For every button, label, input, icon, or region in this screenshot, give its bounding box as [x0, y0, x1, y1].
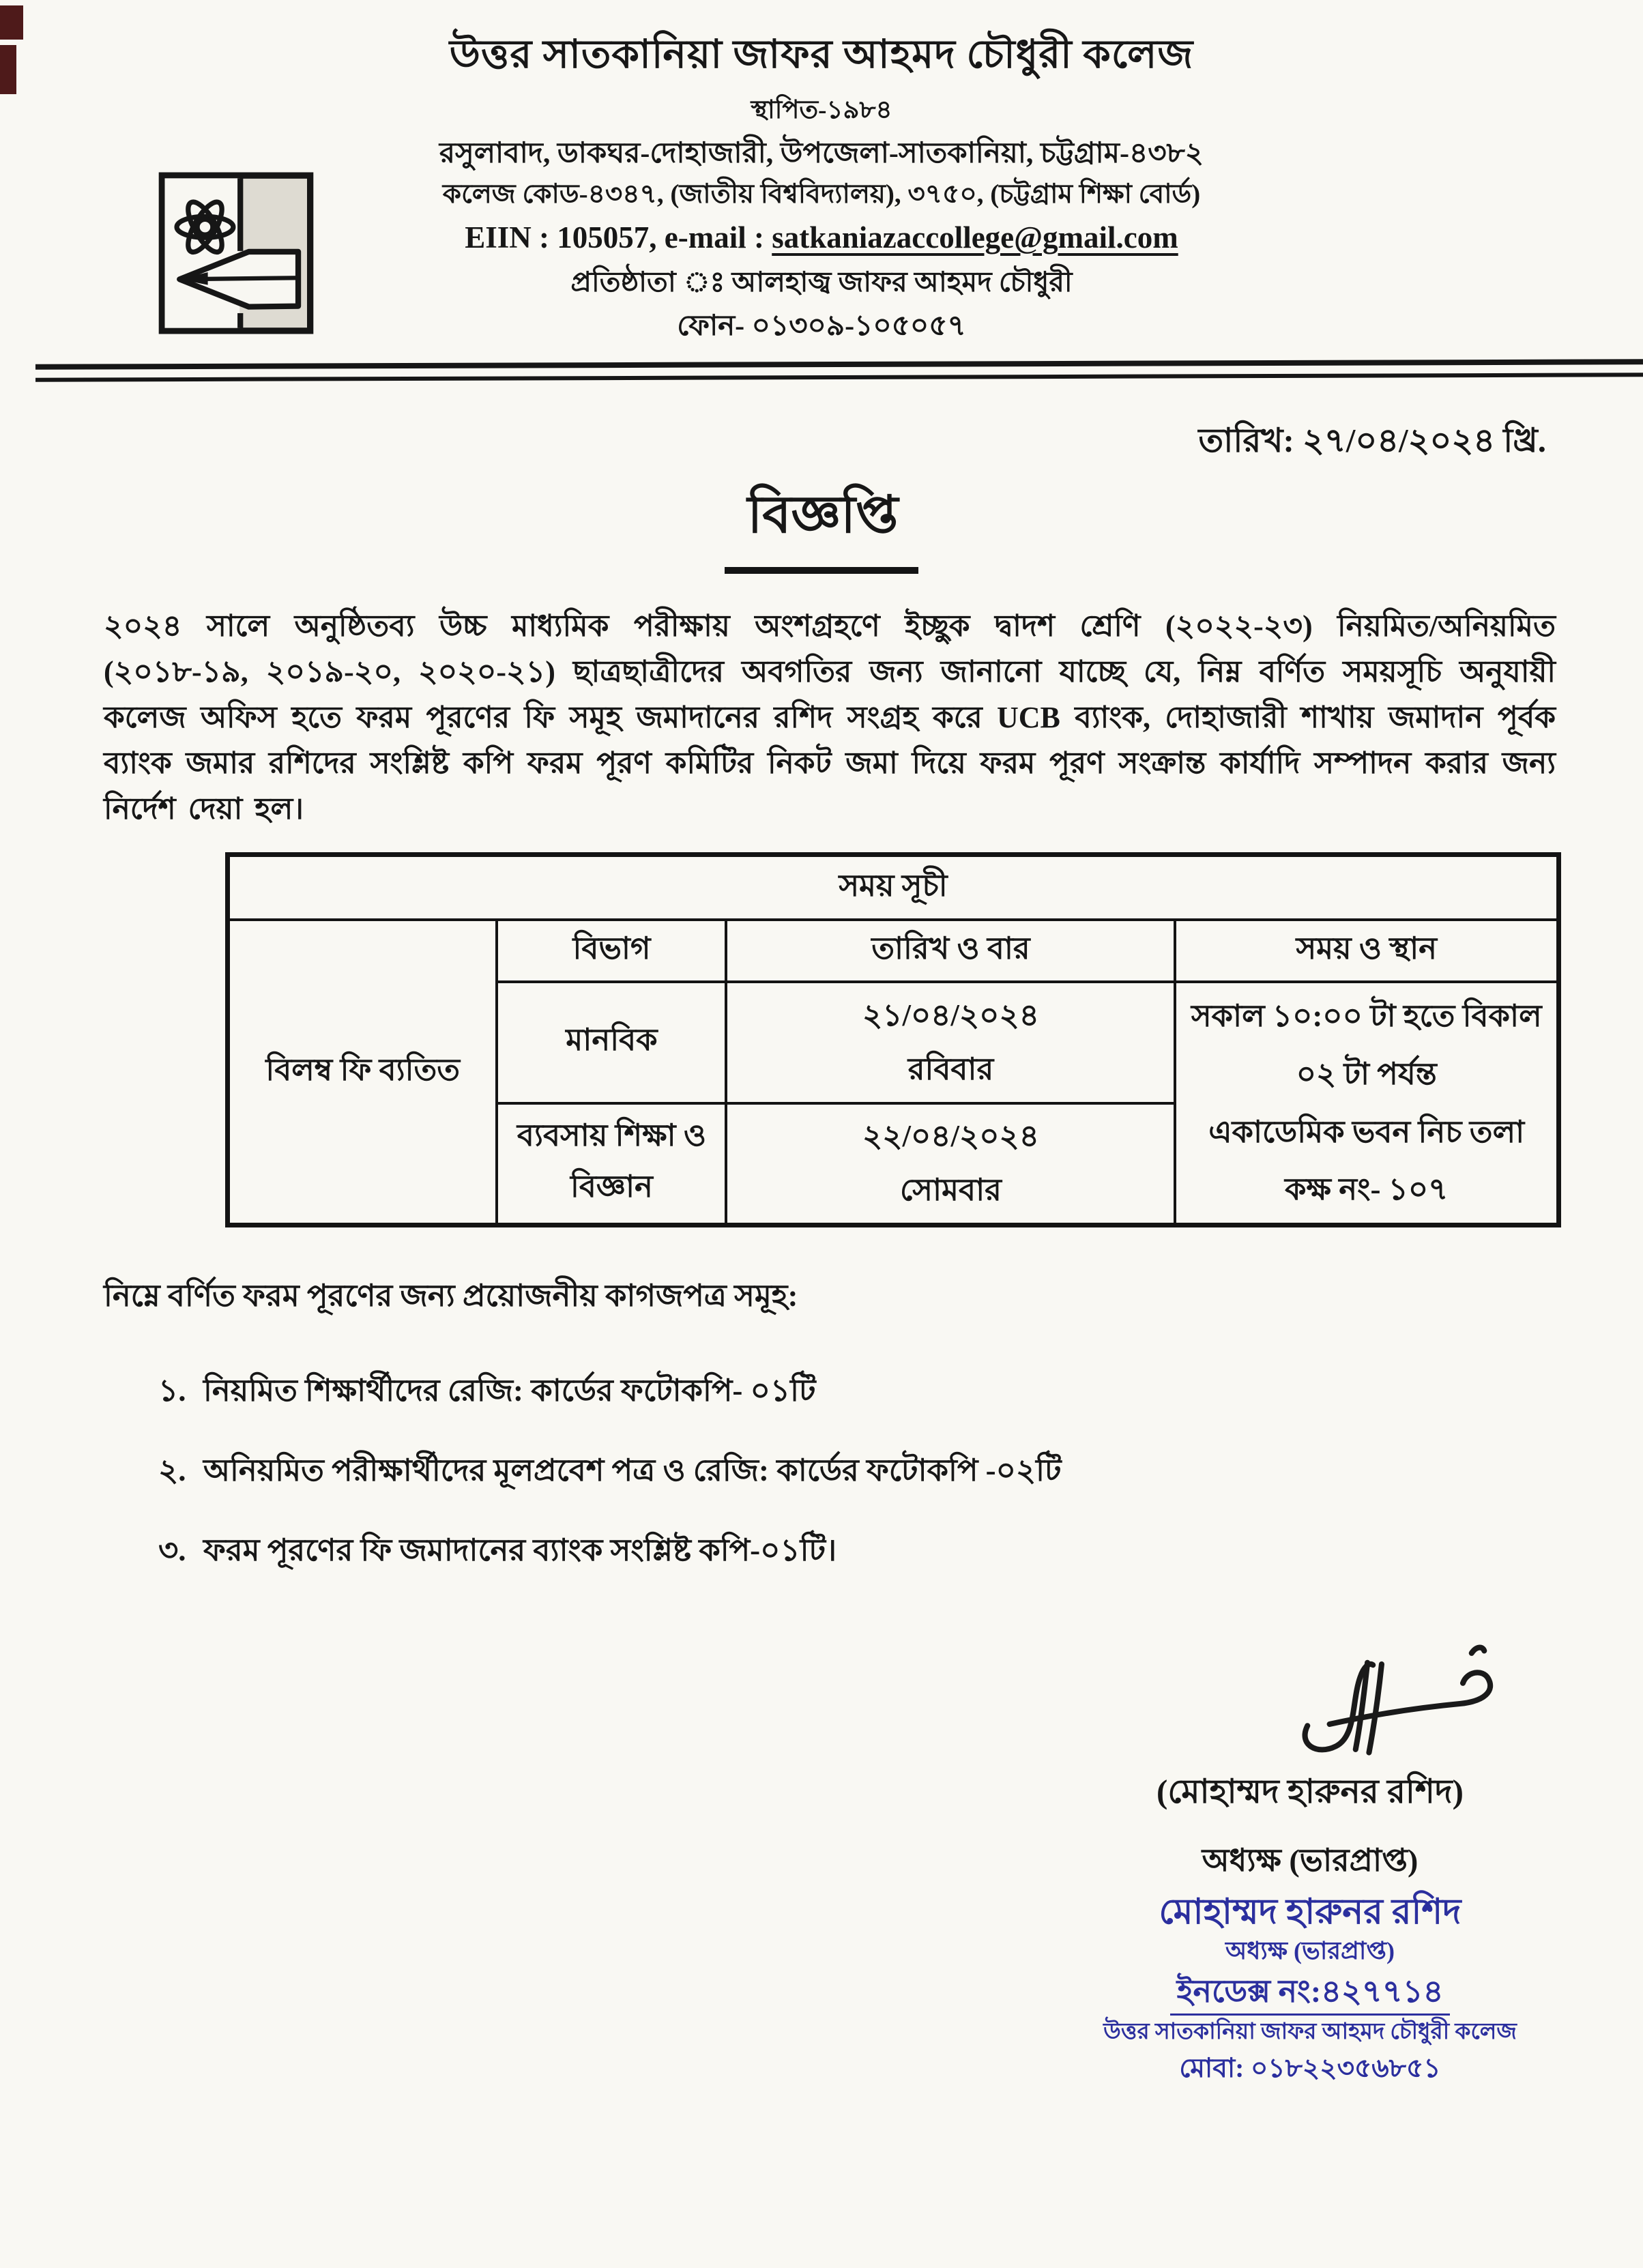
- time-place-line: ০২ টা পর্যন্ত: [1296, 1056, 1437, 1091]
- scan-edge-artifact: [0, 5, 23, 40]
- stamp-college-name: উত্তর সাতকানিয়া জাফর আহমদ চৌধুরী কলেজ: [1103, 2020, 1517, 2045]
- body-text-bold: সংশ্লিষ্ট: [370, 746, 450, 780]
- row-label-cell: বিলম্ব ফি ব্যতিত: [228, 920, 497, 1225]
- schedule-table: [225, 852, 1561, 1227]
- list-item-number: ২.: [158, 1453, 186, 1487]
- college-name: উত্তর সাতকানিয়া জাফর আহমদ চৌধুরী কলেজ: [449, 32, 1194, 76]
- date-value: ২১/০৪/২০২৪: [862, 998, 1039, 1033]
- day-value: সোমবার: [900, 1173, 1002, 1208]
- documents-intro: নিম্নে বর্ণিত ফরম পূরণের জন্য প্রয়োজনীয় কাগজপত্র সমূহ:: [104, 1278, 798, 1313]
- table-header-row: [228, 920, 1559, 982]
- date-cell: [726, 982, 1175, 1103]
- time-place-cell: [1175, 982, 1558, 1225]
- header-divider-rule: [35, 359, 1643, 381]
- body-text-2: কপি ফরম পূরণ কমিটির নিকট জমা দিয়ে ফরম পূরণ সংক্রান্ত কার্যাদি সম্পাদন করার জন্য নির্দেশ দেয়া হল।: [104, 746, 1556, 826]
- body-text-1: ২০২৪ সালে অনুষ্ঠিতব্য উচ্চ মাধ্যমিক পরীক্ষায় অংশগ্রহণে ইচ্ছুক দ্বাদশ শ্রেণি (২০২২-২৩) নিয়মিত/অনিয়মিত (২০১৮-১৯, ২০১৯-২০, ২০২০-২১) ছাত্রছাত্রীদের অবগতির জন্য জানানো যাচ্ছে যে, নিম্ন বর্ণিত সময়সূচি অনুযায়ী কলেজ অফিস হতে ফরম পূরণের ফি সমূহ জমাদানের রশিদ সংগ্রহ করে UCB ব্যাংক, দোহাজারী শাখায় জমাদান পূর্বক ব্যাংক জমার রশিদের: [104, 609, 1556, 780]
- phone-line: ফোন- ০১৩০৯-১০৫০৫৭: [677, 310, 966, 342]
- date-value: ২২/০৪/২০২৪: [862, 1119, 1039, 1154]
- notice-title: বিজ্ঞপ্তি: [725, 475, 919, 574]
- scan-edge-artifact: [0, 45, 16, 94]
- stamp-mobile-number: মোবা: ০১৮২২৩৫৬৮৫১: [1179, 2053, 1441, 2083]
- notice-date: তারিখ: ২৭/০৪/২০২৪ খ্রি.: [1198, 422, 1546, 459]
- documents-list: [158, 1367, 1643, 1578]
- division-cell: মানবিক: [497, 982, 726, 1103]
- principal-stamp: [1030, 1890, 1590, 2086]
- division-cell: ব্যবসায় শিক্ষা ও বিজ্ঞান: [497, 1103, 726, 1225]
- list-item: [158, 1447, 1643, 1498]
- date-cell: [726, 1103, 1175, 1225]
- time-place-line: সকাল ১০:০০ টা হতে বিকাল: [1191, 999, 1542, 1034]
- col-header-time-place: সময় ও স্থান: [1175, 920, 1558, 982]
- table-caption: সময় সূচী: [228, 855, 1559, 920]
- time-place-line: একাডেমিক ভবন নিচ তলা: [1208, 1114, 1525, 1149]
- list-item-text: ফরম পূরণের ফি জমাদানের ব্যাংক সংশ্লিষ্ট কপি-০১টি।: [203, 1532, 837, 1567]
- stamp-name: মোহাম্মদ হারুনর রশিদ: [1159, 1892, 1462, 1932]
- college-address: রসুলাবাদ, ডাকঘর-দোহাজারী, উপজেলা-সাতকানিয়া, চট্টগ্রাম-৪৩৮২: [439, 137, 1204, 169]
- col-header-division: বিভাগ: [497, 920, 726, 982]
- signatory-name: (মোহাম্মদ হারুনর রশিদ): [1157, 1772, 1464, 1810]
- list-item-number: ৩.: [158, 1532, 186, 1567]
- list-item-number: ১.: [158, 1373, 186, 1408]
- stamp-index-number: ইনডেক্স নং:৪২৭৭১৪: [1170, 1972, 1451, 2016]
- college-code-line: কলেজ কোড-৪৩৪৭, (জাতীয় বিশ্ববিদ্যালয়), ৩৭৫০, (চট্টগ্রাম শিক্ষা বোর্ড): [442, 179, 1201, 209]
- list-item: [158, 1527, 1643, 1578]
- list-item-text: অনিয়মিত পরীক্ষার্থীদের মূলপ্রবেশ পত্র ও রেজি: কার্ডের ফটোকপি -০২টি: [203, 1453, 1062, 1487]
- college-logo-icon: [158, 172, 314, 334]
- table-caption-row: [228, 855, 1559, 920]
- day-value: রবিবার: [907, 1051, 994, 1086]
- stamp-designation: অধ্যক্ষ (ভারপ্রাপ্ত): [1225, 1936, 1395, 1964]
- email-address: satkaniazaccollege@gmail.com: [772, 220, 1178, 255]
- time-place-line: কক্ষ নং- ১০৭: [1285, 1172, 1449, 1207]
- founder-line: প্রতিষ্ঠাতা ঃ আলহাজ্ব জাফর আহমদ চৌধুরী: [570, 266, 1073, 298]
- handwritten-signature-icon: [1255, 1644, 1549, 1770]
- eiin-number: EIIN : 105057, e-mail :: [465, 220, 772, 255]
- list-item: [158, 1367, 1643, 1419]
- notice-body-paragraph: [104, 604, 1556, 832]
- established-year: স্থাপিত-১৯৮৪: [751, 96, 892, 124]
- list-item-text: নিয়মিত শিক্ষার্থীদের রেজি: কার্ডের ফটোকপি- ০১টি: [203, 1373, 816, 1408]
- col-header-date-day: তারিখ ও বার: [726, 920, 1175, 982]
- signature-block: [1030, 1644, 1590, 2086]
- signatory-designation: অধ্যক্ষ (ভারপ্রাপ্ত): [1202, 1842, 1419, 1878]
